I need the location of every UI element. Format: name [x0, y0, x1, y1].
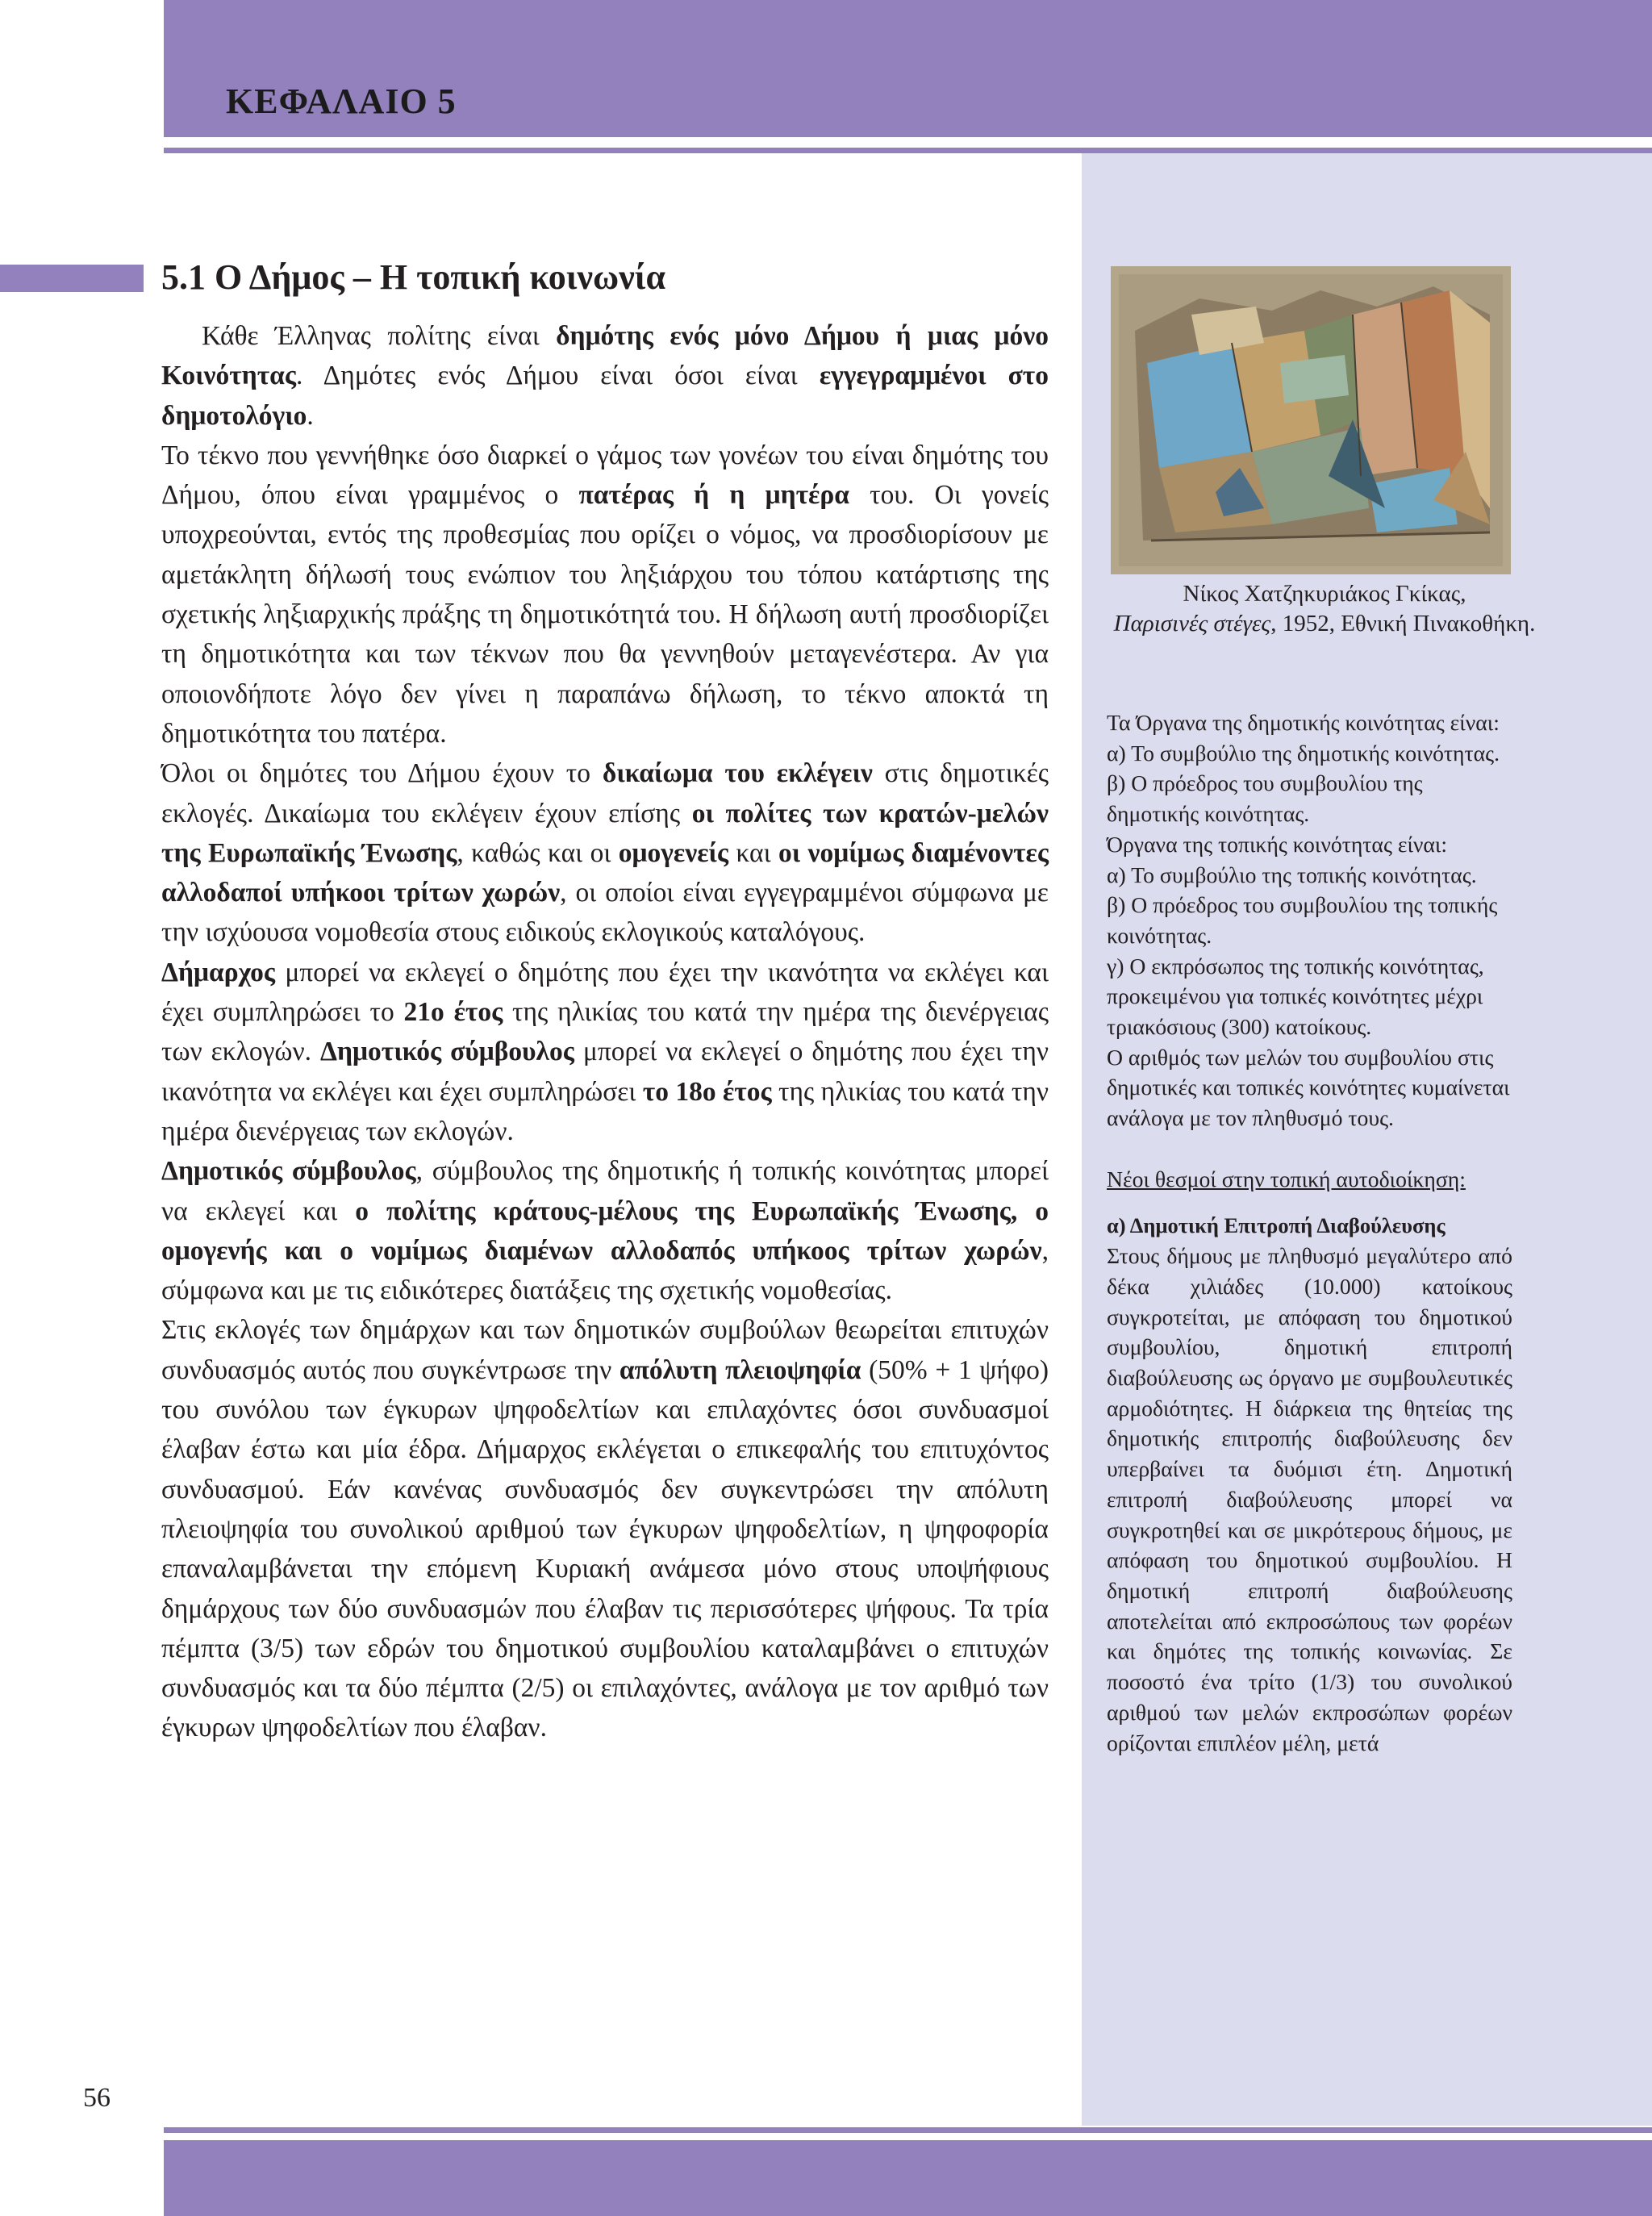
footer-band	[164, 2140, 1652, 2216]
bold-term: πατέρας ή η μητέρα	[578, 480, 849, 511]
organs-line: Ο αριθμός των μελών του συμβουλίου στις δημοτικές και τοπικές κοινότητες κυμαίνεται ανάλογα με τον πληθυσμό τους.	[1107, 1044, 1510, 1131]
paragraph-4: Δήμαρχος μπορεί να εκλεγεί ο δημότης που έχει την ικανότητα να εκλέγει και έχει συμπληρώσει το 21ο έτος της ηλικίας του κατά την ημέρα της διενέργειας των εκλογών. Δημοτικός σύμβουλος μπορεί να εκλεγεί ο δημότης που έχει την ικανότητα να εκλέγει και έχει συμπληρώσει το 18ο έτος της ηλικίας του κατά την ημέρα διενέργειας των εκλογών.	[161, 957, 1049, 1146]
bold-term: δικαίωμα του εκλέγειν	[602, 758, 873, 789]
paragraph-1: Κάθε Έλληνας πολίτης είναι δημότης ενός μόνο Δήμου ή μιας μόνο Κοινότητας. Δημότες ενός Δήμου είναι όσοι είναι εγγεγραμμένοι στο δημοτολόγιο.	[161, 321, 1049, 431]
organs-line: α) Το συμβούλιο της δημοτικής κοινότητας.	[1107, 740, 1500, 766]
bold-term: 21ο έτος	[403, 997, 503, 1028]
page-number: 56	[83, 2083, 111, 2113]
section-heading: 5.1 Ο Δήμος – Η τοπική κοινωνία	[161, 257, 666, 297]
committee-text: Στους δήμους με πληθυσμό μεγαλύτερο από δέκα χιλιάδες (10.000) κατοίκους συγκροτείται, με απόφαση του δημοτικού συμβουλίου, δημοτική επιτροπή διαβούλευσης ως όργανο με συμβουλευτικές αρμοδιότητες. Η διάρκεια της θητείας της δημοτικής επιτροπής διαβούλευσης δεν υπερβαίνει τα δυόμισι έτη. Δημοτική επιτροπή διαβούλευσης μπορεί να συγκροτηθεί και σε μικρότερους δήμους, με απόφαση του δημοτικού συμβουλίου. Η δημοτική επιτροπή διαβούλευσης αποτελείται από εκπροσώπους των φορέων και δημότες της τοπικής κοινωνίας. Σε ποσοστό ένα τρίτο (1/3) του συνολικού αριθμού των μελών εκπροσώπων φορέων ορίζονται επιπλέον μέλη, μετά	[1107, 1243, 1512, 1755]
organs-line: α) Το συμβούλιο της τοπικής κοινότητας.	[1107, 862, 1477, 887]
sidebar-text	[1107, 707, 1512, 1758]
header-rule	[164, 148, 1652, 153]
organs-line: Όργανα της τοπικής κοινότητας είναι:	[1107, 831, 1448, 857]
organs-line: β) Ο πρόεδρος του συμβουλίου της δημοτικής κοινότητας.	[1107, 770, 1423, 827]
paragraph-2: Το τέκνο που γεννήθηκε όσο διαρκεί ο γάμος των γονέων του είναι δημότης του Δήμου, όπου είναι γραμμένος ο πατέρας ή η μητέρα του. Οι γονείς υποχρεούνται, εντός της προθεσμίας που ορίζει ο νόμος, να προσδιορίσουν με αμετάκλητη δήλωσή τους ενώπιον του ληξιάρχου του τόπου κατάρτισης της σχετικής ληξιαρχικής πράξης τη δημοτικότητά του. Η δήλωση αυτή προσδιορίζει τη δημοτικότητα και των τέκνων που θα γεννηθούν μεταγενέστερα. Αν για οποιονδήποτε λόγο δεν γίνει η παραπάνω δήλωση, το τέκνο αποκτά τη δημοτικότητα του πατέρα.	[161, 440, 1049, 749]
organs-line: β) Ο πρόεδρος του συμβουλίου της τοπικής κοινότητας.	[1107, 892, 1498, 948]
footer-rule	[164, 2127, 1652, 2133]
paragraph-5: Δημοτικός σύμβουλος, σύμβουλος της δημοτικής ή τοπικής κοινότητας μπορεί να εκλεγεί και ο πολίτης κράτους-μέλους της Ευρωπαϊκής Ένωσης, ο ομογενής και ο νομίμως διαμένων αλλοδαπός υπήκοος τρίτων χωρών, σύμφωνα και με τις ειδικότερες διατάξεις της σχετικής νομοθεσίας.	[161, 1156, 1049, 1306]
bold-term: ο πολίτης κράτους-μέλους της Ευρωπαϊκής Ένωσης, ο ομογενής και ο νομίμως διαμένων αλλοδαπός υπήκοος τρίτων χωρών	[161, 1196, 1049, 1266]
new-institutions-heading: Νέοι θεσμοί στην τοπική αυτοδιοίκηση:	[1107, 1166, 1466, 1191]
paragraph-3: Όλοι οι δημότες του Δήμου έχουν το δικαίωμα του εκλέγειν στις δημοτικές εκλογές. Δικαίωμα του εκλέγειν έχουν επίσης οι πολίτες των κρατών-μελών της Ευρωπαϊκής Ένωσης, καθώς και οι ομογενείς και οι νομίμως διαμένοντες αλλοδαποί υπήκοοι τρίτων χωρών, οι οποίοι είναι εγγεγραμμένοι σύμφωνα με την ισχύουσα νομοθεσία στους ειδικούς εκλογικούς καταλόγους.	[161, 758, 1049, 948]
spacer	[1107, 1133, 1512, 1164]
bold-term: απόλυτη πλειοψηφία	[619, 1354, 861, 1385]
organs-line: Τα Όργανα της δημοτικής κοινότητας είναι:	[1107, 710, 1500, 735]
chapter-title: ΚΕΦΑΛΑΙΟ 5	[226, 81, 457, 121]
painting-artwork	[1111, 266, 1511, 574]
bold-term: το 18ο έτος	[642, 1076, 772, 1107]
painting-caption: Νίκος Χατζηκυριάκος Γκίκας, Παρισινές στέγες, 1952, Εθνική Πινακοθήκη.	[1113, 581, 1536, 636]
bold-term: εγγεγραμμένοι στο δημοτολόγιο	[161, 361, 1049, 431]
bold-term: Δημοτικός σύμβουλος	[320, 1037, 574, 1067]
spacer	[1107, 1195, 1512, 1211]
bold-term: Δημοτικός σύμβουλος	[161, 1156, 416, 1187]
main-text-column	[161, 316, 1049, 1748]
painting-title: Παρισινές στέγες	[1113, 611, 1271, 636]
bold-term: ομογενείς	[618, 837, 729, 868]
painting-image	[1111, 266, 1511, 574]
bold-term: δημότης ενός μόνο Δήμου ή μιας μόνο Κοινότητας	[161, 321, 1049, 391]
bold-term: Δήμαρχος	[161, 957, 276, 987]
section-marker-tab	[0, 265, 144, 292]
paragraph-6: Στις εκλογές των δημάρχων και των δημοτικών συμβούλων θεωρείται επιτυχών συνδυασμός αυτός που συγκέντρωσε την απόλυτη πλειοψηφία (50% + 1 ψήφο) του συνόλου των έγκυρων ψηφοδελτίων και επιλαχόντες όσοι συνδυασμοί έλαβαν έστω και μία έδρα. Δήμαρχος εκλέγεται ο επικεφαλής του επιτυχόντος συνδυασμού. Εάν κανένας συνδυασμός δεν συγκεντρώσει την απόλυτη πλειοψηφία του συνολικού αριθμού των έγκυρων ψηφοδελτίων, η ψηφοφορία επαναλαμβάνεται την επόμενη Κυριακή ανάμεσα μόνο στους υποψήφιους δημάρχους των δύο συνδυασμών που έλαβαν τις περισσότερες ψήφους. Τα τρία πέμπτα (3/5) των εδρών του δημοτικού συμβουλίου καταλαμβάνει ο επιτυχών συνδυασμός και τα δύο πέμπτα (2/5) οι επιλαχόντες, ανάλογα με τον αριθμό των έγκυρων ψηφοδελτίων που έλαβαν.	[161, 1315, 1049, 1743]
organs-line: γ) Ο εκπρόσωπος της τοπικής κοινότητας, προκειμένου για τοπικές κοινότητες μέχρι τριακόσιους (300) κατοίκους.	[1107, 953, 1484, 1040]
committee-heading: α) Δημοτική Επιτροπή Διαβούλευσης	[1107, 1212, 1446, 1237]
bold-term: οι νομίμως διαμένοντες αλλοδαποί υπήκοοι τρίτων χωρών	[161, 837, 1049, 908]
bold-term: οι πολίτες των κρατών-μελών της Ευρωπαϊκής Ένωσης	[161, 798, 1049, 868]
